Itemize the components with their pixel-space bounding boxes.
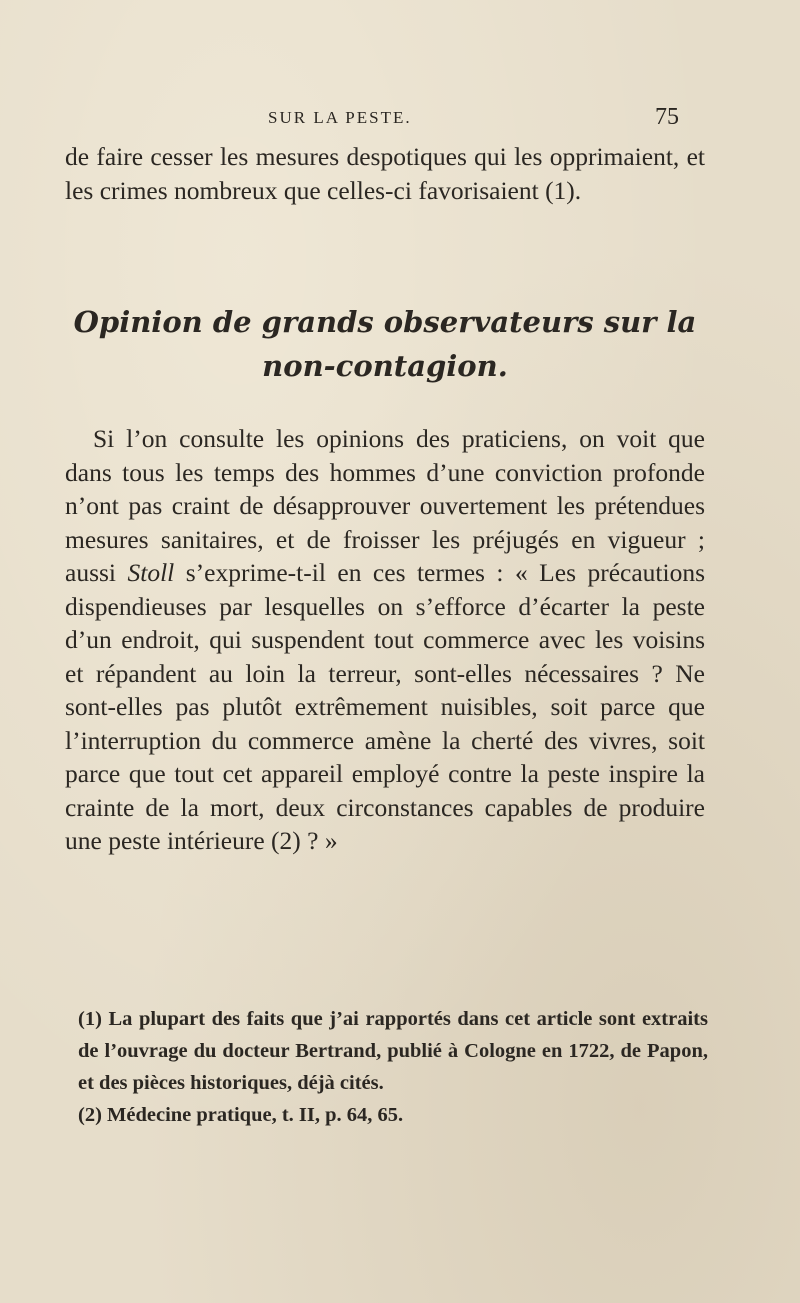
section-heading	[65, 300, 705, 388]
main-paragraph	[65, 422, 705, 858]
section-heading-line-2: non-contagion.	[262, 349, 508, 383]
running-title: SUR LA PESTE.	[268, 108, 412, 127]
footnote-2: (2) Médecine pratique, t. II, p. 64, 65.	[78, 1104, 404, 1126]
footnote-1: (1) La plupart des faits que j’ai rapportés dans cet article sont extraits de l’ouvrage du docteur Bertrand, publié à Cologne en 1722, de Papon, et des pièces historiques, déjà cités.	[78, 1008, 708, 1094]
main-paragraph-part-2: s’exprime-t-il en ces termes : « Les précautions dispendieuses par lesquelles on s’efforce d’écarter la peste d’un endroit, qui suspendent tout commerce avec les voisins et répandent au loin la terreur, sont-elles nécessaires ? Ne sont-elles pas plutôt extrêmement nuisibles, soit parce que l’interruption du commerce amène la cherté des vivres, soit parce que tout cet appareil employé contre la peste inspire la crainte de la mort, deux circonstances capables de produire une peste intérieure (2) ? »	[65, 558, 706, 855]
section-heading-line-1: Opinion de grands observateurs sur la	[73, 305, 697, 339]
footnotes	[78, 1003, 708, 1131]
main-paragraph-part-1: Si l’on consulte les opinions des praticiens, on voit que dans tous les temps des hommes d’une conviction profonde n’ont pas craint de désapprouver ouvertement les prétendues mesures sanitaires, et de froisser les préjugés en vigueur ; aussi	[65, 424, 705, 587]
author-name-stoll: Stoll	[127, 558, 175, 587]
page-number: 75	[655, 104, 679, 130]
intro-paragraph: de faire cesser les mesures despotiques qui les opprimaient, et les crimes nombreux que celles-ci favorisaient (1).	[65, 142, 705, 205]
running-head	[0, 104, 800, 134]
